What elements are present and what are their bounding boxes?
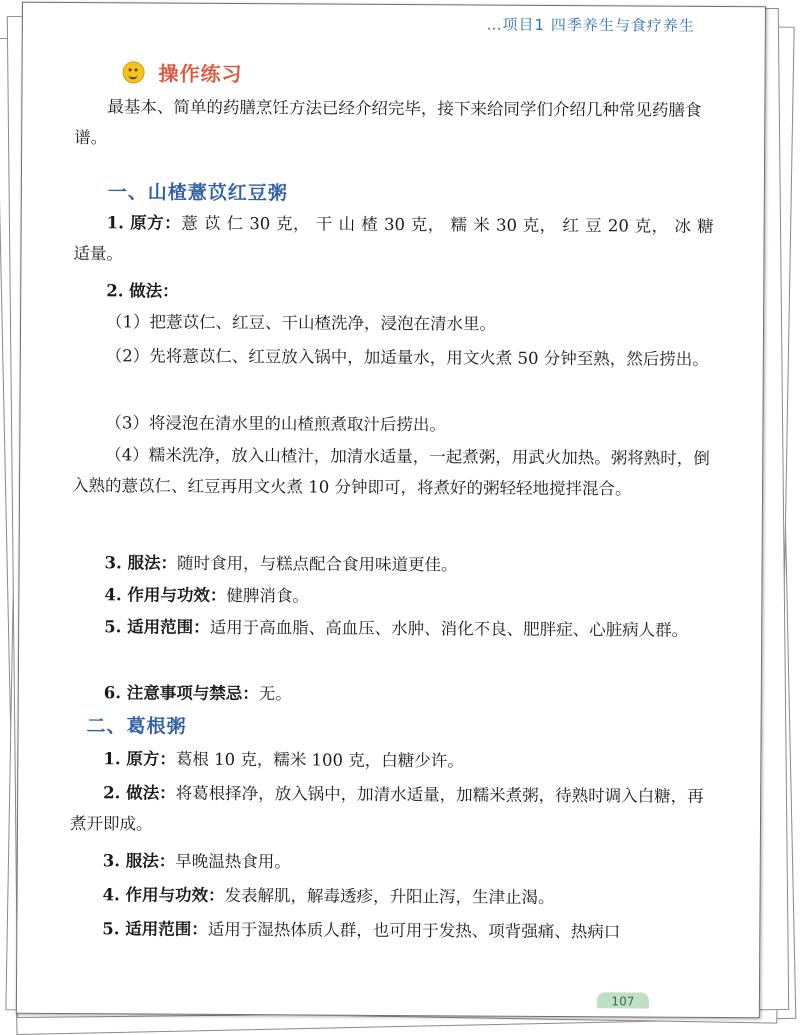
recipe2-effect-label: 4. 作用与功效： — [102, 885, 225, 905]
recipe2-scope-label: 5. 适用范围： — [102, 919, 208, 939]
recipe2-effect-text: 发表解肌，解毒透疹，升阳止泻，生津止渴。 — [224, 885, 555, 907]
recipe2-method — [70, 777, 710, 843]
recipe2-ingredients — [70, 743, 710, 778]
recipe1-usage — [71, 547, 711, 582]
recipe1-scope-text: 适用于高血脂、高血压、水肿、消化不良、肥胖症、心脏病人群。 — [209, 617, 689, 640]
recipe2-method-text: 将葛根择净，放入锅中，加清水适量，加糯米煮粥，待熟时调入白糖，再煮开即成。 — [69, 783, 704, 834]
page-number: 107 — [597, 992, 649, 1008]
recipe1-scope — [71, 611, 711, 646]
intro-paragraph: 最基本、简单的药膳烹饪方法已经介绍完毕，接下来给同学们介绍几种常见药膳食谱。 — [74, 97, 702, 148]
recipe1-caution-label: 6. 注意事项与禁忌： — [103, 683, 259, 704]
recipe1-ingredients-line2: 适量。 — [73, 244, 124, 264]
recipe1-step2: （2）先将薏苡仁、红豆放入锅中，加适量水，用文火煮 50 分钟至熟，然后捞出。 — [105, 346, 709, 369]
section-label — [122, 57, 242, 87]
recipe2-usage-label: 3. 服法： — [102, 851, 176, 871]
recipe2-ingredients-text: 葛根 10 克，糯米 100 克，白糖少许。 — [175, 749, 464, 771]
recipe1-usage-label: 3. 服法： — [104, 553, 178, 573]
recipe1-effect — [71, 579, 711, 614]
recipe1-effect-label: 4. 作用与功效： — [104, 585, 227, 605]
recipe2-scope — [69, 913, 709, 948]
section-label-text: 操作练习 — [158, 61, 243, 87]
recipe1-step4: （4）糯米洗净，放入山楂汁，加清水适量，一起煮粥，用武火加热。粥将熟时，倒入熟的薏苡仁、红豆再用文火煮 10 分钟即可，将煮好的粥轻轻地搅拌混合。 — [71, 445, 710, 499]
recipe1-ingredients — [73, 207, 713, 273]
recipe1-caution — [71, 677, 711, 712]
recipe1-ingredients-line1: 薏 苡 仁 30 克， 干 山 楂 30 克， 糯 米 30 克， 红 豆 20 克， 冰 糖 — [181, 213, 714, 236]
recipe1-scope-label: 5. 适用范围： — [104, 617, 210, 637]
running-head: …项目1 四季养生与食疗养生 — [486, 15, 695, 35]
recipe1-title: 一、山楂薏苡红豆粥 — [107, 181, 288, 205]
recipe2-usage-text: 早晚温热食用。 — [175, 851, 291, 872]
smiley-icon — [123, 61, 145, 83]
book-page — [16, 2, 766, 1019]
recipe1-caution-text: 无。 — [258, 684, 292, 704]
recipe1-usage-text: 随时食用，与糕点配合食用味道更佳。 — [177, 553, 458, 575]
recipe1-step1: （1）把薏苡仁、红豆、干山楂洗净，浸泡在清水里。 — [105, 312, 497, 334]
recipe2-scope-text: 适用于湿热体质人群，也可用于发热、项背强痛、热病口 — [207, 919, 621, 942]
recipe2-effect — [69, 879, 709, 914]
recipe1-effect-text: 健脾消食。 — [226, 585, 309, 606]
recipe2-usage — [70, 845, 710, 880]
recipe1-method-label: 2. 做法： — [106, 281, 179, 301]
recipe2-method-label: 2. 做法： — [103, 783, 176, 803]
recipe2-title: 二、葛根粥 — [86, 715, 187, 738]
recipe1-step3: （3）将浸泡在清水里的山楂煎煮取汁后捞出。 — [105, 413, 446, 435]
recipe2-ingredients-label: 1. 原方： — [103, 749, 176, 769]
recipe1-ingredients-label: 1. 原方： — [106, 213, 182, 233]
